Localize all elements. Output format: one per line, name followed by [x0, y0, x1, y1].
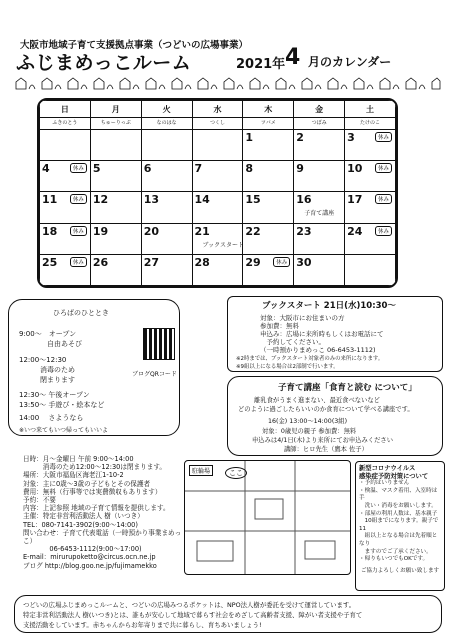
- info-line: 予約：不要: [23, 496, 56, 505]
- footer-line: 特定非営利活動法人 樹(いつき)とは、誰もが安心して地域で暮らす社会をめざして高齢者支援、障がい者支援や子育て: [23, 611, 363, 619]
- bookstart-title: ブックスタート 21日(水)10:30～: [262, 301, 396, 311]
- page-title: ふじまめっこルーム: [16, 52, 192, 74]
- calendar-day-cell: [141, 161, 192, 192]
- corona-line: 洗い・消毒をお願いします。: [359, 502, 437, 509]
- schedule-line: 12:00～12:30: [19, 356, 67, 364]
- weekday-wed: 水: [192, 101, 243, 118]
- calendar-day-cell: [192, 192, 243, 223]
- calendar-day-cell: [294, 254, 345, 285]
- calendar-day-cell: [345, 161, 396, 192]
- corona-line: ・帰りもいつでもOKです。: [359, 556, 429, 563]
- calendar-body: [40, 130, 396, 286]
- calendar-day-cell: [40, 130, 91, 161]
- title-month: 4: [285, 45, 301, 70]
- day-number: 27: [143, 255, 159, 269]
- day-number: 3: [347, 131, 355, 144]
- corona-line: 組以上となる場合は先着順となり: [359, 533, 438, 547]
- closed-stamp: 休み: [70, 226, 87, 236]
- day-number: 2: [296, 131, 304, 144]
- calendar-day-cell: [90, 130, 141, 161]
- map-here-label: ここ: [225, 467, 247, 479]
- corona-line: ・予約はいりません: [359, 480, 410, 487]
- info-line: 対象：主に0歳～3歳の子どもとその保護者: [23, 479, 151, 488]
- lecture-line: どのように過ごしたらいいのか食育について学べる講座です。: [238, 406, 414, 413]
- day-number: 20: [143, 224, 159, 238]
- blog-link[interactable]: ブログ http://blog.goo.ne.jp/fujimamekko: [23, 561, 157, 570]
- day-number: 22: [245, 224, 261, 238]
- day-number: 25: [42, 255, 58, 269]
- corona-line: ますのでご了承ください。: [359, 548, 432, 555]
- day-number: 5: [92, 162, 101, 176]
- corona-line: ・部屋の利用人数は、基本親子: [359, 510, 438, 517]
- day-number: 28: [194, 255, 210, 269]
- corona-subtitle: 感染症予防対策について: [359, 472, 429, 480]
- day-number: 19: [92, 224, 109, 238]
- calendar: [37, 98, 398, 288]
- day-number: 26: [92, 255, 109, 269]
- bud-icon: つぼみ: [294, 118, 345, 130]
- calendar-day-cell: [243, 254, 294, 285]
- day-number: 6: [143, 162, 152, 176]
- house-row-decoration: [14, 76, 442, 90]
- spring-icon-row: [40, 118, 396, 130]
- hiroba-title: ひろばのひととき: [53, 309, 109, 317]
- bamboo-shoot-icon: たけのこ: [345, 118, 396, 130]
- title-suffix: 月のカレンダー: [308, 55, 392, 69]
- day-number: 18: [42, 224, 58, 238]
- calendar-day-cell: [141, 254, 192, 285]
- calendar-day-cell: [40, 254, 91, 285]
- weekday-thu: 木: [243, 101, 294, 118]
- access-map: [184, 460, 351, 575]
- day-number: 29: [245, 255, 261, 269]
- info-line: 06-6453-1112(9:00～17:00): [23, 545, 142, 554]
- calendar-day-cell: [192, 130, 243, 161]
- footer-line: つどいの広場ふじまめっこルームと、つどいの広場みつるポケットは、NPO法人樹が委託を受けて運営しています。: [23, 601, 356, 609]
- calendar-day-cell: [90, 161, 141, 192]
- calendar-day-cell: [294, 192, 345, 223]
- closed-stamp: 休み: [375, 163, 392, 173]
- day-number: 24: [347, 224, 363, 238]
- calendar-day-cell: [192, 223, 243, 254]
- calendar-day-cell: [345, 254, 396, 285]
- closed-stamp: 休み: [70, 194, 87, 204]
- bookstart-line: 参加費：無料: [260, 322, 299, 330]
- nanohana-icon: なのはな: [141, 118, 192, 130]
- corona-line: 10組までになります。親子で11: [359, 518, 439, 532]
- bookstart-note: ※2時までは、ブックスタート対象者のみの来所になります。: [236, 356, 384, 362]
- lecture-line: 講師：ヒロ先生（鷹本 佐子）: [284, 446, 368, 453]
- info-line: 問い合わせ：子育て代表電話（一時預かり事業まめっこ）: [23, 528, 182, 546]
- lecture-line: 離乳食がうまく進まない、最近食べないなど: [254, 397, 380, 404]
- calendar-day-cell: [345, 223, 396, 254]
- weekday-mon: 月: [90, 101, 141, 118]
- tsukushi-icon: つくし: [192, 118, 243, 130]
- bookstart-line: 申込み：広場に来所時もしくはお電話にて: [260, 330, 384, 338]
- info-line: 内容：上記参照 地域の子育て情報を提供します。: [23, 504, 170, 513]
- closed-stamp: 休み: [273, 257, 290, 267]
- closed-stamp: 休み: [375, 194, 392, 204]
- calendar-day-cell: [141, 130, 192, 161]
- calendar-week-row: [40, 254, 396, 285]
- calendar-day-cell: [40, 223, 91, 254]
- bookstart-note: ※9組以上になる場合は2部制で行います。: [236, 364, 339, 370]
- schedule-line: 13:50～ 手遊び・絵本など: [19, 401, 105, 409]
- day-number: 7: [194, 162, 203, 176]
- weekday-sat: 土: [345, 101, 396, 118]
- info-line: 消毒のため12:00～12:30は閉まります。: [23, 463, 166, 472]
- title-year: 2021年: [236, 57, 286, 72]
- bookstart-line: 対象：大阪市にお住まいの方: [260, 314, 345, 322]
- calendar-day-cell: [294, 130, 345, 161]
- calendar-day-cell: [294, 223, 345, 254]
- schedule-line: 9:00～ オープン: [19, 330, 77, 338]
- map-parking-label: 駐輪場: [189, 465, 213, 476]
- calendar-day-cell: [192, 161, 243, 192]
- calendar-week-row: [40, 223, 396, 254]
- qr-caption: ブログQRコード: [132, 371, 177, 378]
- blog-qr-code[interactable]: [143, 328, 175, 360]
- day-number: 17: [347, 193, 363, 207]
- day-number: 8: [245, 162, 254, 176]
- bookstart-box: [227, 296, 443, 372]
- calendar-day-cell: [243, 223, 294, 254]
- closed-stamp: 休み: [375, 226, 392, 236]
- day-number: 10: [347, 162, 363, 176]
- closed-stamp: 休み: [70, 257, 87, 267]
- calendar-week-row: [40, 130, 396, 161]
- calendar-day-cell: [294, 161, 345, 192]
- lecture-line: 申込みは4/1日(木)より来所にてお申込みください: [252, 437, 393, 444]
- weekday-sun: 日: [40, 101, 91, 118]
- day-number: 1: [245, 131, 254, 144]
- info-line: TEL：080-7141-3902(9:00～14:00): [23, 520, 138, 529]
- lecture-line: 対象：0歳児の親子 参加費：無料: [262, 428, 357, 435]
- calendar-table: [39, 100, 396, 286]
- day-number: 12: [92, 193, 109, 207]
- corona-footnote: ご協力よろしくお願い致します: [360, 567, 440, 574]
- calendar-day-cell: [243, 192, 294, 223]
- closed-stamp: 休み: [70, 163, 87, 173]
- day-number: 21: [194, 224, 210, 238]
- info-line: 日時：月～金曜日 午前 9:00～14:00: [23, 455, 134, 463]
- calendar-day-cell: [243, 130, 294, 161]
- schedule-line: 閉まります: [19, 376, 75, 384]
- corona-line: ・検温、マスク着用、入室時は手: [359, 487, 438, 502]
- email-link[interactable]: E-mail：mirurupoketto@circus.ocn.ne.jp: [23, 553, 156, 562]
- day-number: 4: [42, 162, 50, 176]
- calendar-day-cell: [90, 192, 141, 223]
- calendar-day-cell: [192, 254, 243, 285]
- corona-title: 新型コロナウイルス: [359, 465, 416, 472]
- schedule-line: 自由あそび: [19, 340, 82, 348]
- hiroba-box: [8, 299, 180, 436]
- day-number: 30: [296, 255, 312, 269]
- calendar-day-cell: [90, 223, 141, 254]
- map-drawing: [185, 461, 350, 574]
- weekday-header-row: [40, 101, 396, 118]
- calendar-week-row: [40, 161, 396, 192]
- page-subtitle: 大阪市地域子育て支援拠点事業（つどいの広場事業）: [20, 40, 249, 51]
- info-line: 場所：大阪市福島区海老江1-10-2: [23, 471, 124, 480]
- weekday-fri: 金: [294, 101, 345, 118]
- day-number: 15: [245, 193, 261, 207]
- day-number: 9: [296, 162, 304, 176]
- corona-notice: [355, 461, 445, 591]
- calendar-day-cell: [141, 223, 192, 254]
- tulip-icon: ちゅーりっぷ: [90, 118, 141, 130]
- footer-line: 支援活動をしています。赤ちゃんからお年寄りまで共に暮らし、育ちあいましょう!: [23, 621, 262, 629]
- info-block: [23, 455, 183, 570]
- info-line: 費用：無料（行事等では実費徴収もあります）: [23, 487, 162, 496]
- schedule-line: 消毒のため: [19, 366, 75, 374]
- closed-stamp: 休み: [375, 132, 392, 142]
- calendar-day-cell: [345, 192, 396, 223]
- calendar-day-cell: [90, 254, 141, 285]
- footer-box: [14, 595, 442, 633]
- fukinotou-icon: ふきのとう: [40, 118, 91, 130]
- day-number: 13: [143, 193, 159, 207]
- day-number: 16: [296, 193, 312, 207]
- calendar-week-row: [40, 192, 396, 223]
- calendar-day-cell: [40, 192, 91, 223]
- lecture-title: 子育て講座「食育と読む について」: [278, 383, 417, 393]
- schedule-line: 12:30～ 午後オープン: [19, 391, 90, 399]
- bookstart-line: 予約してください。: [260, 338, 325, 346]
- lecture-date: 16(金) 13:00～14:00(3組): [268, 418, 348, 425]
- day-number: 11: [42, 193, 58, 207]
- weekday-tue: 火: [141, 101, 192, 118]
- day-number: 23: [296, 224, 312, 238]
- calendar-event: 子育て講座: [304, 210, 335, 218]
- schedule-line: 14:00 さようなら: [19, 414, 84, 422]
- calendar-day-cell: [40, 161, 91, 192]
- day-number: 14: [194, 193, 210, 207]
- info-line: 主催：特定非営利活動法人 樹（いつき）: [23, 512, 144, 521]
- hiroba-note: ※いつ来てもいつ帰ってもいいよ: [19, 427, 109, 434]
- calendar-day-cell: [243, 161, 294, 192]
- bookstart-line: （一時預かりまめっこ 06-6453-1112): [260, 346, 376, 354]
- lecture-box: [227, 376, 443, 456]
- calendar-day-cell: [141, 192, 192, 223]
- swallow-icon: ツバメ: [243, 118, 294, 130]
- calendar-day-cell: [345, 130, 396, 161]
- calendar-event: ブックスタート: [202, 241, 245, 249]
